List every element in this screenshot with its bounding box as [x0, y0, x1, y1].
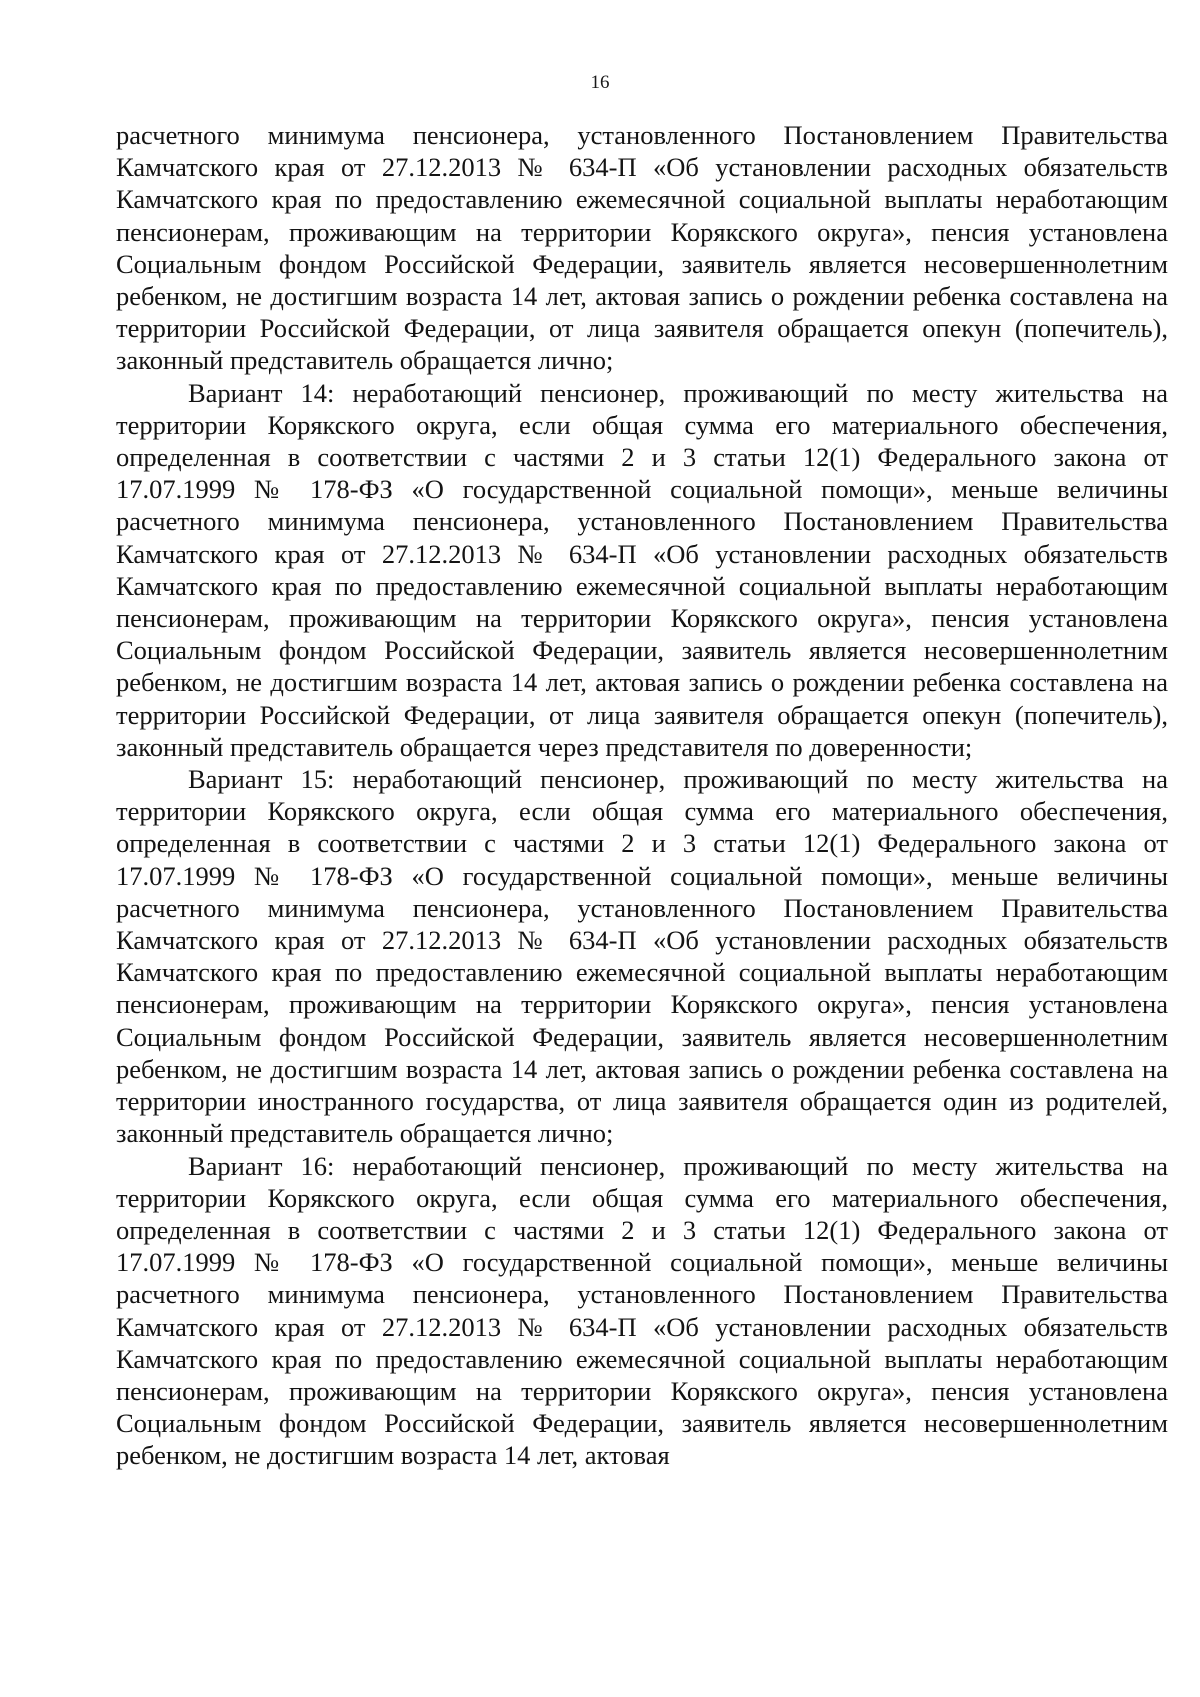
paragraph-variant-14: Вариант 14: неработающий пенсионер, проживающий по месту жительства на территории Корякского округа, если общая сумма его материального обеспечения, определенная в соответствии с частями 2 и 3 статьи 12(1) Федерального закона от 17.07.1999 № 178-ФЗ «О государственной социальной помощи», меньше величины расчетного минимума пенсионера, установленного Постановлением Правительства Камчатского края от 27.12.2013 № 634-П «Об установлении расходных обязательств Камчатского края по предоставлению ежемесячной социальной выплаты неработающим пенсионерам, проживающим на территории Корякского округа», пенсия установлена Социальным фондом Российской Федерации, заявитель является несовершеннолетним ребенком, не достигшим возраста 14 лет, актовая запись о рождении ребенка составлена на территории Российской Федерации, от лица заявителя обращается опекун (попечитель), законный представитель обращается через представителя по доверенности;	[116, 377, 1168, 762]
page-number: 16	[590, 72, 610, 93]
paragraph-variant-16: Вариант 16: неработающий пенсионер, проживающий по месту жительства на территории Корякского округа, если общая сумма его материального обеспечения, определенная в соответствии с частями 2 и 3 статьи 12(1) Федерального закона от 17.07.1999 № 178-ФЗ «О государственной социальной помощи», меньше величины расчетного минимума пенсионера, установленного Постановлением Правительства Камчатского края от 27.12.2013 № 634-П «Об установлении расходных обязательств Камчатского края по предоставлению ежемесячной социальной выплаты неработающим пенсионерам, проживающим на территории Корякского округа», пенсия установлена Социальным фондом Российской Федерации, заявитель является несовершеннолетним ребенком, не достигшим возраста 14 лет, актовая	[116, 1150, 1168, 1471]
paragraph-variant-15: Вариант 15: неработающий пенсионер, проживающий по месту жительства на территории Корякского округа, если общая сумма его материального обеспечения, определенная в соответствии с частями 2 и 3 статьи 12(1) Федерального закона от 17.07.1999 № 178-ФЗ «О государственной социальной помощи», меньше величины расчетного минимума пенсионера, установленного Постановлением Правительства Камчатского края от 27.12.2013 № 634-П «Об установлении расходных обязательств Камчатского края по предоставлению ежемесячной социальной выплаты неработающим пенсионерам, проживающим на территории Корякского округа», пенсия установлена Социальным фондом Российской Федерации, заявитель является несовершеннолетним ребенком, не достигшим возраста 14 лет, актовая запись о рождении ребенка составлена на территории иностранного государства, от лица заявителя обращается один из родителей, законный представитель обращается лично;	[116, 764, 1168, 1149]
document-body	[116, 119, 1168, 1472]
paragraph-continuation: расчетного минимума пенсионера, установленного Постановлением Правительства Камчатского края от 27.12.2013 № 634-П «Об установлении расходных обязательств Камчатского края по предоставлению ежемесячной социальной выплаты неработающим пенсионерам, проживающим на территории Корякского округа», пенсия установлена Социальным фондом Российской Федерации, заявитель является несовершеннолетним ребенком, не достигшим возраста 14 лет, актовая запись о рождении ребенка составлена на территории Российской Федерации, от лица заявителя обращается опекун (попечитель), законный представитель обращается лично;	[116, 120, 1168, 376]
